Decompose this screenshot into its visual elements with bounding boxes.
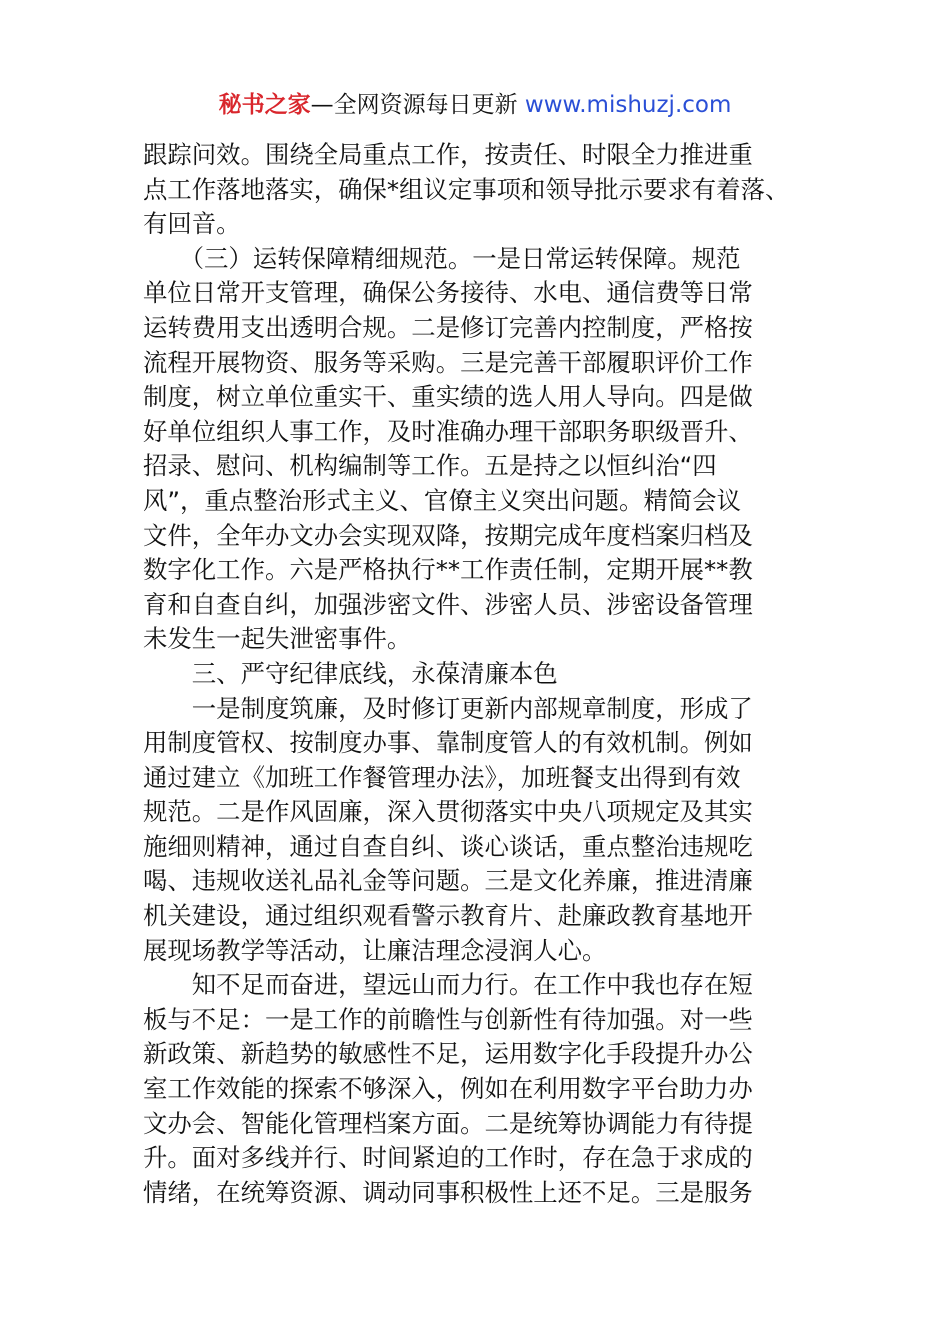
text-line: 有回音。	[143, 209, 241, 239]
text-line: 情绪，在统筹资源、调动同事积极性上还不足。三是服务	[143, 1177, 753, 1207]
text-line: 知不足而奋进，望远山而力行。在工作中我也存在短	[143, 970, 753, 1000]
text-line: 流程开展物资、服务等采购。三是完善干部履职评价工作	[143, 347, 753, 377]
text-line: 一是制度筑廉，及时修订更新内部规章制度，形成了	[143, 693, 753, 723]
text-line: 室工作效能的探索不够深入，例如在利用数字平台助力办	[143, 1074, 753, 1104]
text-line: 单位日常开支管理，确保公务接待、水电、通信费等日常	[143, 278, 753, 308]
section-heading: 三、严守纪律底线，永葆清廉本色	[143, 658, 558, 688]
text-line: 数字化工作。六是严格执行**工作责任制，定期开展**教	[143, 555, 753, 585]
text-line: 用制度管权、按制度办事、靠制度管人的有效机制。例如	[143, 728, 753, 758]
text-line: 制度，树立单位重实干、重实绩的选人用人导向。四是做	[143, 382, 753, 412]
text-line: 文件，全年办文办会实现双降，按期完成年度档案归档及	[143, 520, 753, 550]
text-line: 板与不足：一是工作的前瞻性与创新性有待加强。对一些	[143, 1004, 753, 1034]
text-line: 机关建设，通过组织观看警示教育片、赴廉政教育基地开	[143, 901, 753, 931]
text-line: 文办会、智能化管理档案方面。二是统筹协调能力有待提	[143, 1108, 753, 1138]
text-line: 好单位组织人事工作，及时准确办理干部职务职级晋升、	[143, 416, 753, 446]
text-line: 点工作落地落实，确保*组议定事项和领导批示要求有着落、	[143, 174, 790, 204]
text-line: 运转费用支出透明合规。二是修订完善内控制度，严格按	[143, 312, 753, 342]
text-line: 展现场教学等活动，让廉洁理念浸润人心。	[143, 935, 607, 965]
text-line: （三）运转保障精细规范。一是日常运转保障。规范	[143, 243, 741, 273]
text-line: 升。面对多线并行、时间紧迫的工作时，存在急于求成的	[143, 1143, 753, 1173]
document-body	[143, 138, 815, 1210]
header-slogan: —全网资源每日更新	[310, 92, 525, 118]
text-line: 新政策、新趋势的敏感性不足，运用数字化手段提升办公	[143, 1039, 753, 1069]
text-line: 施细则精神，通过自查自纠、谈心谈话，重点整治违规吃	[143, 831, 753, 861]
text-line: 跟踪问效。围绕全局重点工作，按责任、时限全力推进重	[143, 140, 753, 169]
website-link[interactable]: www.mishuzj.com	[524, 92, 732, 118]
text-line: 风”，重点整治形式主义、官僚主义突出问题。精简会议	[143, 485, 742, 515]
text-line: 通过建立《加班工作餐管理办法》，加班餐支出得到有效	[143, 762, 741, 792]
text-line: 育和自查自纠，加强涉密文件、涉密人员、涉密设备管理	[143, 589, 753, 619]
text-line: 喝、违规收送礼品礼金等问题。三是文化养廉，推进清廉	[143, 866, 753, 896]
text-line: 未发生一起失泄密事件。	[143, 624, 412, 654]
page-header	[0, 88, 950, 122]
text-line: 招录、慰问、机构编制等工作。五是持之以恒纠治“四	[143, 451, 717, 481]
text-line: 规范。二是作风固廉，深入贯彻落实中央八项规定及其实	[143, 797, 753, 827]
brand-name: 秘书之家	[218, 92, 311, 118]
